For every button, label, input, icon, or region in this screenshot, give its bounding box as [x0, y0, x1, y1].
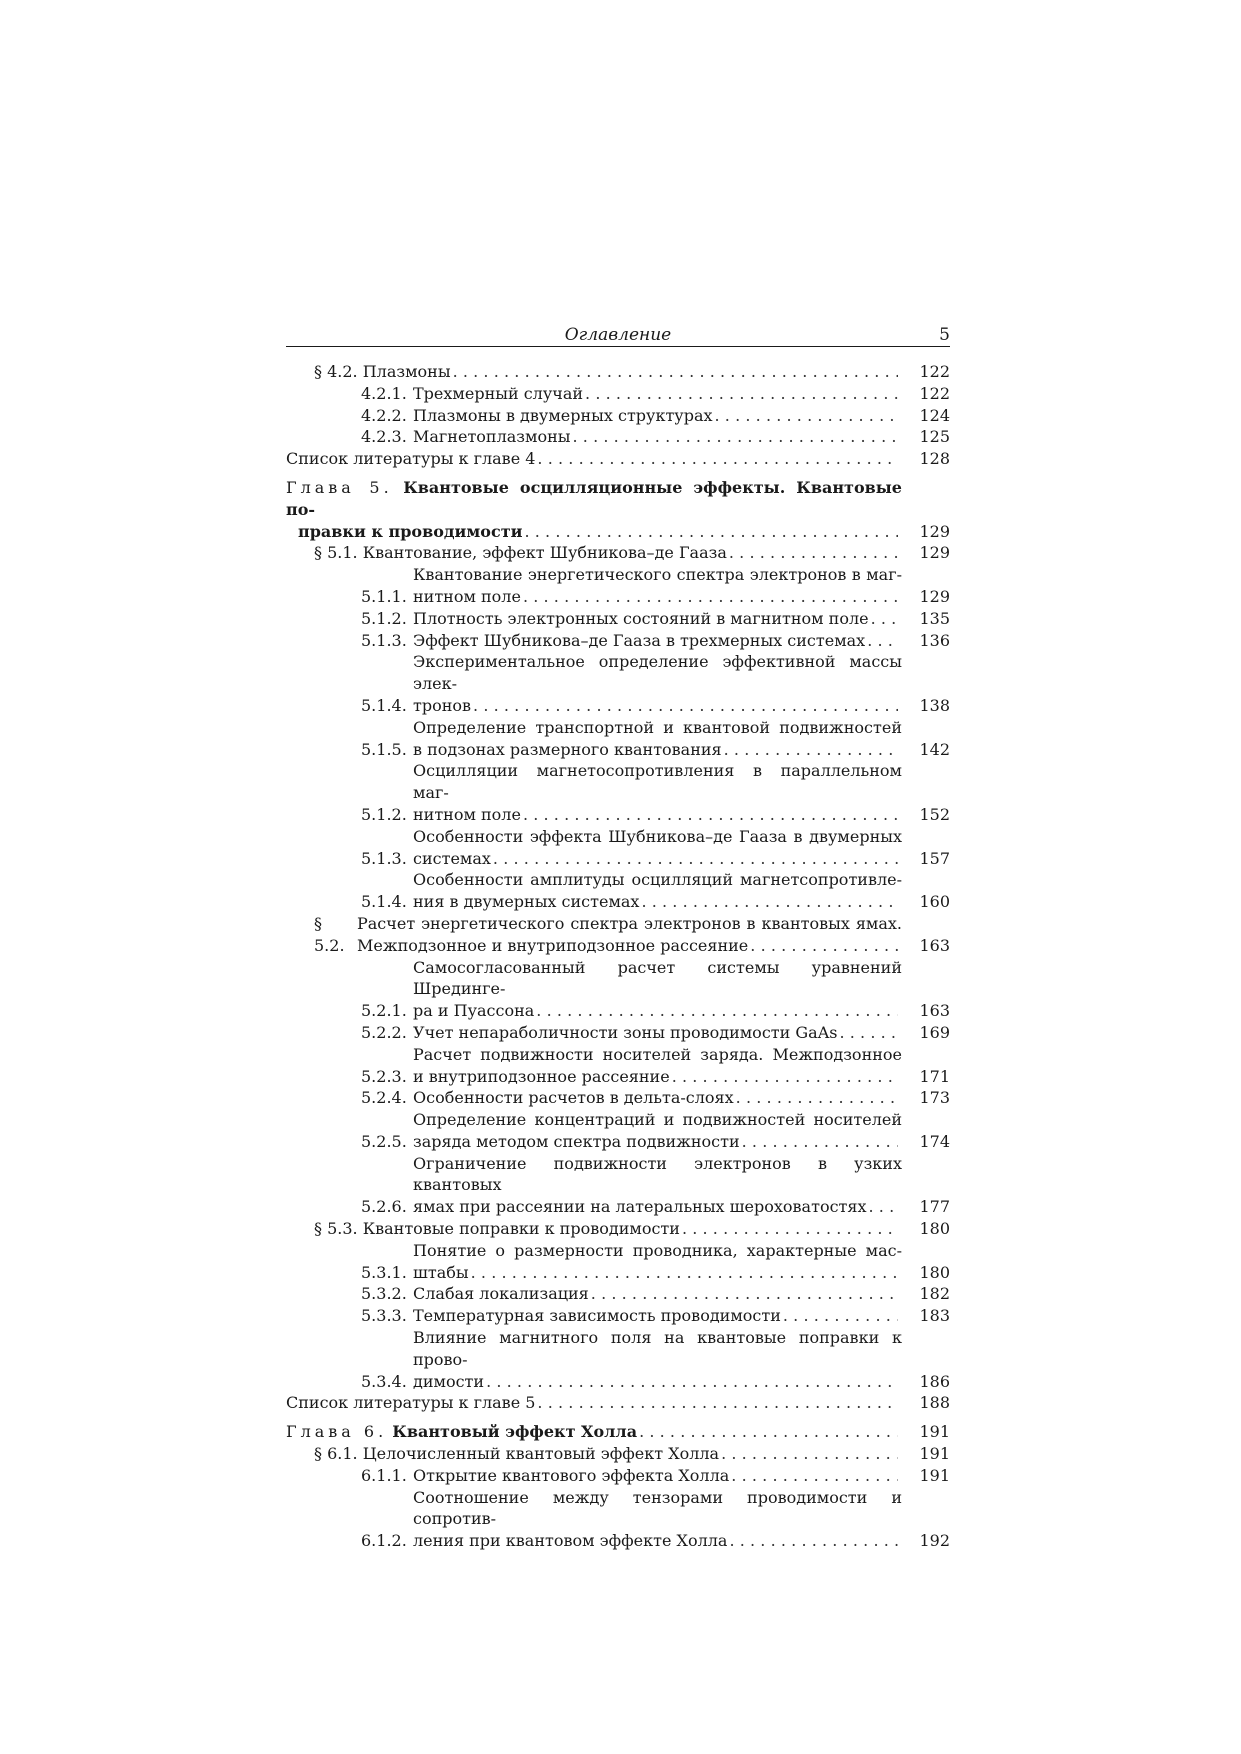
toc-entry[interactable]: 5.1.3. Эффект Шубникова–де Гааза в трехмерных системах ..... 136 [286, 630, 950, 652]
toc-chapter-5[interactable]: Глава 5. Квантовые осцилляционные эффекты. Квантовые по- правки к проводимости ..... 129 [286, 477, 950, 542]
toc-entry[interactable]: 5.3.4. Влияние магнитного поля на квантовые поправки к прово- димости ..... 186 [286, 1327, 950, 1392]
toc-entry[interactable]: 4.2.3. Магнетоплазмоны ..... 125 [286, 426, 950, 448]
toc-entry-bibliography[interactable]: Список литературы к главе 5 ..... 188 [286, 1392, 950, 1414]
toc-page: 129 [919, 586, 950, 606]
toc-page: 136 [919, 630, 950, 650]
toc-page: 188 [919, 1393, 950, 1413]
table-of-contents [286, 361, 950, 1552]
toc-entry[interactable]: § 5.3. Квантовые поправки к проводимости ..... 180 [286, 1218, 950, 1240]
toc-entry-bibliography[interactable]: Список литературы к главе 4 ..... 128 [286, 448, 950, 470]
toc-entry[interactable]: 4.2.1. Трехмерный случай ..... 122 [286, 383, 950, 405]
toc-entry[interactable]: § 5.1. Квантование, эффект Шубникова–де Гааза ..... 129 [286, 542, 950, 564]
toc-page: 122 [919, 362, 950, 381]
toc-entry[interactable]: 5.2.3. Расчет подвижности носителей заряда. Межподзонное и внутриподзонное рассеяние ..... 171 [286, 1044, 950, 1088]
toc-entry[interactable]: 5.2.6. Ограничение подвижности электронов в узких квантовых ямах при рассеянии на латеральных шероховатостях ..... 177 [286, 1153, 950, 1218]
toc-entry[interactable]: 4.2.2. Плазмоны в двумерных структурах ..... 124 [286, 405, 950, 427]
running-header [286, 324, 950, 347]
toc-entry[interactable]: 5.1.4. Экспериментальное определение эффективной массы элек- тронов ..... 138 [286, 651, 950, 716]
chapter-label: Глава 6. [286, 1422, 388, 1442]
toc-page: 191 [919, 1444, 950, 1464]
toc-entry[interactable]: 5.2.2. Учет непараболичности зоны проводимости GaAs ..... 169 [286, 1022, 950, 1044]
toc-page: 180 [919, 1219, 950, 1239]
toc-entry[interactable]: 5.2.4. Особенности расчетов в дельта-слоях ..... 173 [286, 1087, 950, 1109]
toc-entry[interactable]: 5.1.4. Особенности амплитуды осцилляций магнетсопротивле- ния в двумерных системах ..... 160 [286, 869, 950, 913]
toc-page: 192 [919, 1531, 950, 1551]
toc-page: 124 [919, 405, 950, 425]
toc-entry[interactable]: § 6.1. Целочисленный квантовый эффект Холла ..... 191 [286, 1443, 950, 1465]
toc-page: 183 [919, 1306, 950, 1326]
toc-page: 163 [919, 1001, 950, 1021]
toc-page: 177 [919, 1197, 950, 1217]
toc-page: 180 [919, 1262, 950, 1282]
toc-page: 191 [919, 1422, 950, 1442]
toc-page: 129 [919, 543, 950, 563]
toc-entry[interactable]: 5.1.2. Осцилляции магнетосопротивления в параллельном маг- нитном поле ..... 152 [286, 760, 950, 825]
toc-page: 152 [919, 804, 950, 824]
toc-page: 138 [919, 695, 950, 715]
page [286, 324, 950, 1552]
toc-page: 191 [919, 1465, 950, 1485]
toc-page: 157 [919, 848, 950, 868]
toc-entry[interactable]: 6.1.2. Соотношение между тензорами проводимости и сопротив- ления при квантовом эффекте Холла ..... 192 [286, 1487, 950, 1552]
chapter-title: Квантовые осцилляционные эффекты. Квантовые по- [286, 477, 902, 519]
toc-entry[interactable]: 5.2.1. Самосогласованный расчет системы уравнений Шрединге- ра и Пуассона ..... 163 [286, 957, 950, 1022]
toc-entry[interactable]: 5.1.2. Плотность электронных состояний в магнитном поле ..... 135 [286, 608, 950, 630]
toc-entry[interactable]: 5.2.5. Определение концентраций и подвижностей носителей заряда методом спектра подвижности ..... 174 [286, 1109, 950, 1153]
toc-entry[interactable]: § 5.2. Расчет энергетического спектра электронов в квантовых ямах. Межподзонное и внутриподзонное рассеяние ..... 163 [286, 913, 950, 957]
toc-page: 173 [919, 1088, 950, 1108]
toc-page: 135 [919, 608, 950, 628]
toc-page: 128 [919, 449, 950, 469]
toc-page: 174 [919, 1131, 950, 1151]
toc-entry[interactable]: 5.1.5. Определение транспортной и квантовой подвижностей в подзонах размерного квантования ..... 142 [286, 717, 950, 761]
toc-entry[interactable]: 6.1.1. Открытие квантового эффекта Холла ..... 191 [286, 1465, 950, 1487]
toc-entry[interactable]: 5.1.3. Особенности эффекта Шубникова–де Гааза в двумерных системах ..... 157 [286, 826, 950, 870]
toc-entry[interactable]: 5.3.2. Слабая локализация ..... 182 [286, 1283, 950, 1305]
toc-page: 142 [919, 739, 950, 759]
toc-page: 169 [919, 1022, 950, 1042]
toc-entry[interactable]: 5.1.1. Квантование энергетического спектра электронов в маг- нитном поле ..... 129 [286, 564, 950, 608]
running-header-title: Оглавление [564, 325, 672, 345]
toc-page: 182 [919, 1284, 950, 1304]
toc-page: 129 [919, 521, 950, 541]
toc-page: 160 [919, 892, 950, 912]
toc-entry[interactable]: 5.3.3. Температурная зависимость проводимости ..... 183 [286, 1305, 950, 1327]
chapter-title: Квантовый эффект Холла [392, 1422, 638, 1442]
toc-page: 125 [919, 427, 950, 447]
toc-page: 122 [919, 383, 950, 403]
page-number: 5 [939, 325, 950, 345]
toc-chapter-6[interactable] [286, 1421, 950, 1443]
toc-page: 186 [919, 1371, 950, 1391]
toc-entry[interactable]: § 4.2. Плазмоны ..... 122 [286, 361, 950, 383]
toc-entry[interactable]: 5.3.1. Понятие о размерности проводника, характерные мас- штабы ..... 180 [286, 1240, 950, 1284]
toc-page: 163 [919, 935, 950, 955]
toc-page: 171 [919, 1066, 950, 1086]
chapter-label: Глава 5. [286, 477, 393, 497]
